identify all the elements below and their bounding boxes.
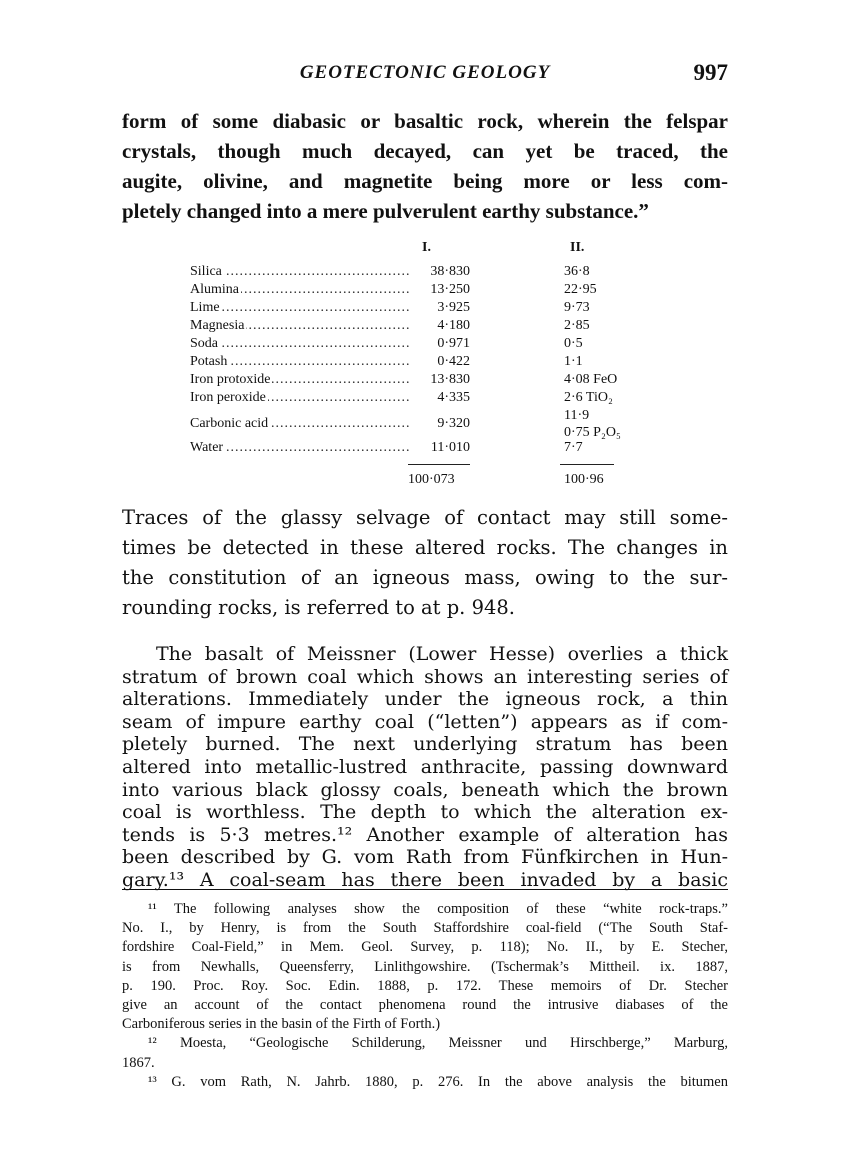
text-line: the constitution of an igneous mass, owing to the sur- bbox=[122, 566, 728, 589]
value-col2: 0·5 bbox=[564, 336, 583, 351]
text-line: pletely burned. The next underlying stratum has been bbox=[122, 733, 728, 756]
value-col2: 4·08 FeO bbox=[564, 372, 618, 387]
total-col1: 100·073 bbox=[408, 472, 455, 487]
sum-rule-1 bbox=[408, 464, 470, 465]
table-row bbox=[190, 390, 660, 408]
text-line: times be detected in these altered rocks. The changes in bbox=[122, 536, 728, 559]
text-line: rounding rocks, is referred to at p. 948. bbox=[122, 596, 515, 619]
value-col2: 2·85 bbox=[564, 318, 590, 333]
value-col2: 11·9 bbox=[564, 408, 590, 423]
text-line: form of some diabasic or basaltic rock, wherein the felspar bbox=[122, 109, 728, 133]
value-col2: 7·7 bbox=[564, 440, 583, 455]
table-row bbox=[190, 354, 660, 372]
traces-paragraph bbox=[122, 503, 728, 623]
text-line: Traces of the glassy selvage of contact may still some- bbox=[122, 506, 728, 529]
value-col1: 3·925 bbox=[437, 300, 470, 315]
value-col1: 0·422 bbox=[437, 354, 470, 369]
footnote-line: is from Newhalls, Queensferry, Linlithgowshire. (Tschermak’s Mittheil. ix. 1887, bbox=[122, 958, 728, 975]
table-row bbox=[190, 318, 660, 336]
text-line: altered into metallic-lustred anthracite, passing downward bbox=[122, 755, 728, 778]
value-col1: 13·830 bbox=[430, 372, 470, 387]
footnote-line: 1867. bbox=[122, 1054, 155, 1071]
running-head bbox=[122, 62, 728, 90]
sum-rule-2 bbox=[560, 464, 614, 465]
text-line: alterations. Immediately under the igneous rock, a thin bbox=[122, 688, 728, 711]
row-label: Water bbox=[190, 440, 224, 455]
row-label: Iron protoxide bbox=[190, 372, 271, 387]
table-row bbox=[190, 264, 660, 282]
value-col2: 22·95 bbox=[564, 282, 597, 297]
text-line: crystals, though much decayed, can yet be traced, the bbox=[122, 139, 728, 163]
value-col1: 11·010 bbox=[430, 440, 470, 455]
text-line: been described by G. vom Rath from Fünfkirchen in Hun- bbox=[122, 846, 728, 869]
text-line: seam of impure earthy coal (“letten”) appears as if com- bbox=[122, 710, 728, 733]
value-col1: 38·830 bbox=[430, 264, 470, 279]
running-title: GEOTECTONIC GEOLOGY bbox=[299, 62, 551, 83]
text-line: gary.¹³ A coal-seam has there been invaded by a basic bbox=[122, 868, 728, 891]
total-col2: 100·96 bbox=[564, 472, 604, 487]
table-row bbox=[190, 440, 660, 458]
column-header-2: II. bbox=[570, 240, 585, 255]
value-col2: 0·75 P₂O₅ bbox=[564, 425, 621, 440]
page-number: 997 bbox=[693, 60, 728, 85]
value-col1: 4·335 bbox=[437, 390, 470, 405]
row-label: Iron peroxide bbox=[190, 390, 266, 405]
row-label: Alumina bbox=[190, 282, 239, 297]
row-label: Soda bbox=[190, 336, 218, 351]
footnote-line: ¹¹ The following analyses show the composition of these “white rock-traps.” bbox=[148, 901, 728, 917]
row-label: Potash bbox=[190, 354, 228, 369]
basalt-paragraph bbox=[122, 643, 728, 892]
value-col1: 9·320 bbox=[437, 416, 470, 431]
text-line: stratum of brown coal which shows an interesting series of bbox=[122, 665, 728, 688]
text-line: augite, olivine, and magnetite being more or less com- bbox=[122, 169, 728, 193]
text-line: The basalt of Meissner (Lower Hesse) overlies a thick bbox=[156, 643, 728, 665]
row-label: Lime bbox=[190, 300, 220, 315]
table-row bbox=[190, 300, 660, 318]
row-label: Magnesia bbox=[190, 318, 245, 333]
footnotes bbox=[122, 900, 728, 1092]
text-line: into various black glossy coals, beneath which the brown bbox=[122, 778, 728, 801]
intro-paragraph bbox=[122, 106, 728, 226]
value-col1: 0·971 bbox=[437, 336, 470, 351]
footnote-line: ¹³ G. vom Rath, N. Jahrb. 1880, p. 276. In the above analysis the bitumen bbox=[148, 1073, 728, 1090]
footnote-divider bbox=[122, 889, 728, 890]
value-col2: 9·73 bbox=[564, 300, 590, 315]
value-col2: 1·1 bbox=[564, 354, 583, 369]
table-row bbox=[190, 336, 660, 354]
row-label: Carbonic acid bbox=[190, 416, 269, 431]
footnote-line: Carboniferous series in the basin of the Firth of Forth.) bbox=[122, 1016, 441, 1033]
value-col1: 13·250 bbox=[430, 282, 470, 297]
footnote-line: fordshire Coal-Field,” in Mem. Geol. Survey, p. 118); No. II., by E. Stecher, bbox=[122, 939, 728, 956]
table-row bbox=[190, 372, 660, 390]
value-col2: 2·6 TiO₂ bbox=[564, 390, 613, 405]
footnote-line: No. I., by Henry, is from the South Staffordshire coal-field (“The South Staf- bbox=[122, 920, 728, 937]
table-row bbox=[190, 282, 660, 300]
footnote-line: ¹² Moesta, “Geologische Schilderung, Meissner und Hirschberge,” Marburg, bbox=[148, 1035, 728, 1052]
value-col2: 36·8 bbox=[564, 264, 590, 279]
footnote-line: give an account of the contact phenomena round the intrusive diabases of the bbox=[122, 996, 728, 1013]
column-header-1: I. bbox=[422, 240, 431, 255]
value-col1: 4·180 bbox=[437, 318, 470, 333]
text-line: pletely changed into a mere pulverulent earthy substance.” bbox=[122, 199, 649, 223]
footnote-line: p. 190. Proc. Roy. Soc. Edin. 1888, p. 172. These memoirs of Dr. Stecher bbox=[122, 977, 728, 994]
row-label: Silica bbox=[190, 264, 222, 279]
text-line: tends is 5·3 metres.¹² Another example of alteration has bbox=[122, 823, 728, 846]
text-line: coal is worthless. The depth to which the alteration ex- bbox=[122, 801, 728, 824]
